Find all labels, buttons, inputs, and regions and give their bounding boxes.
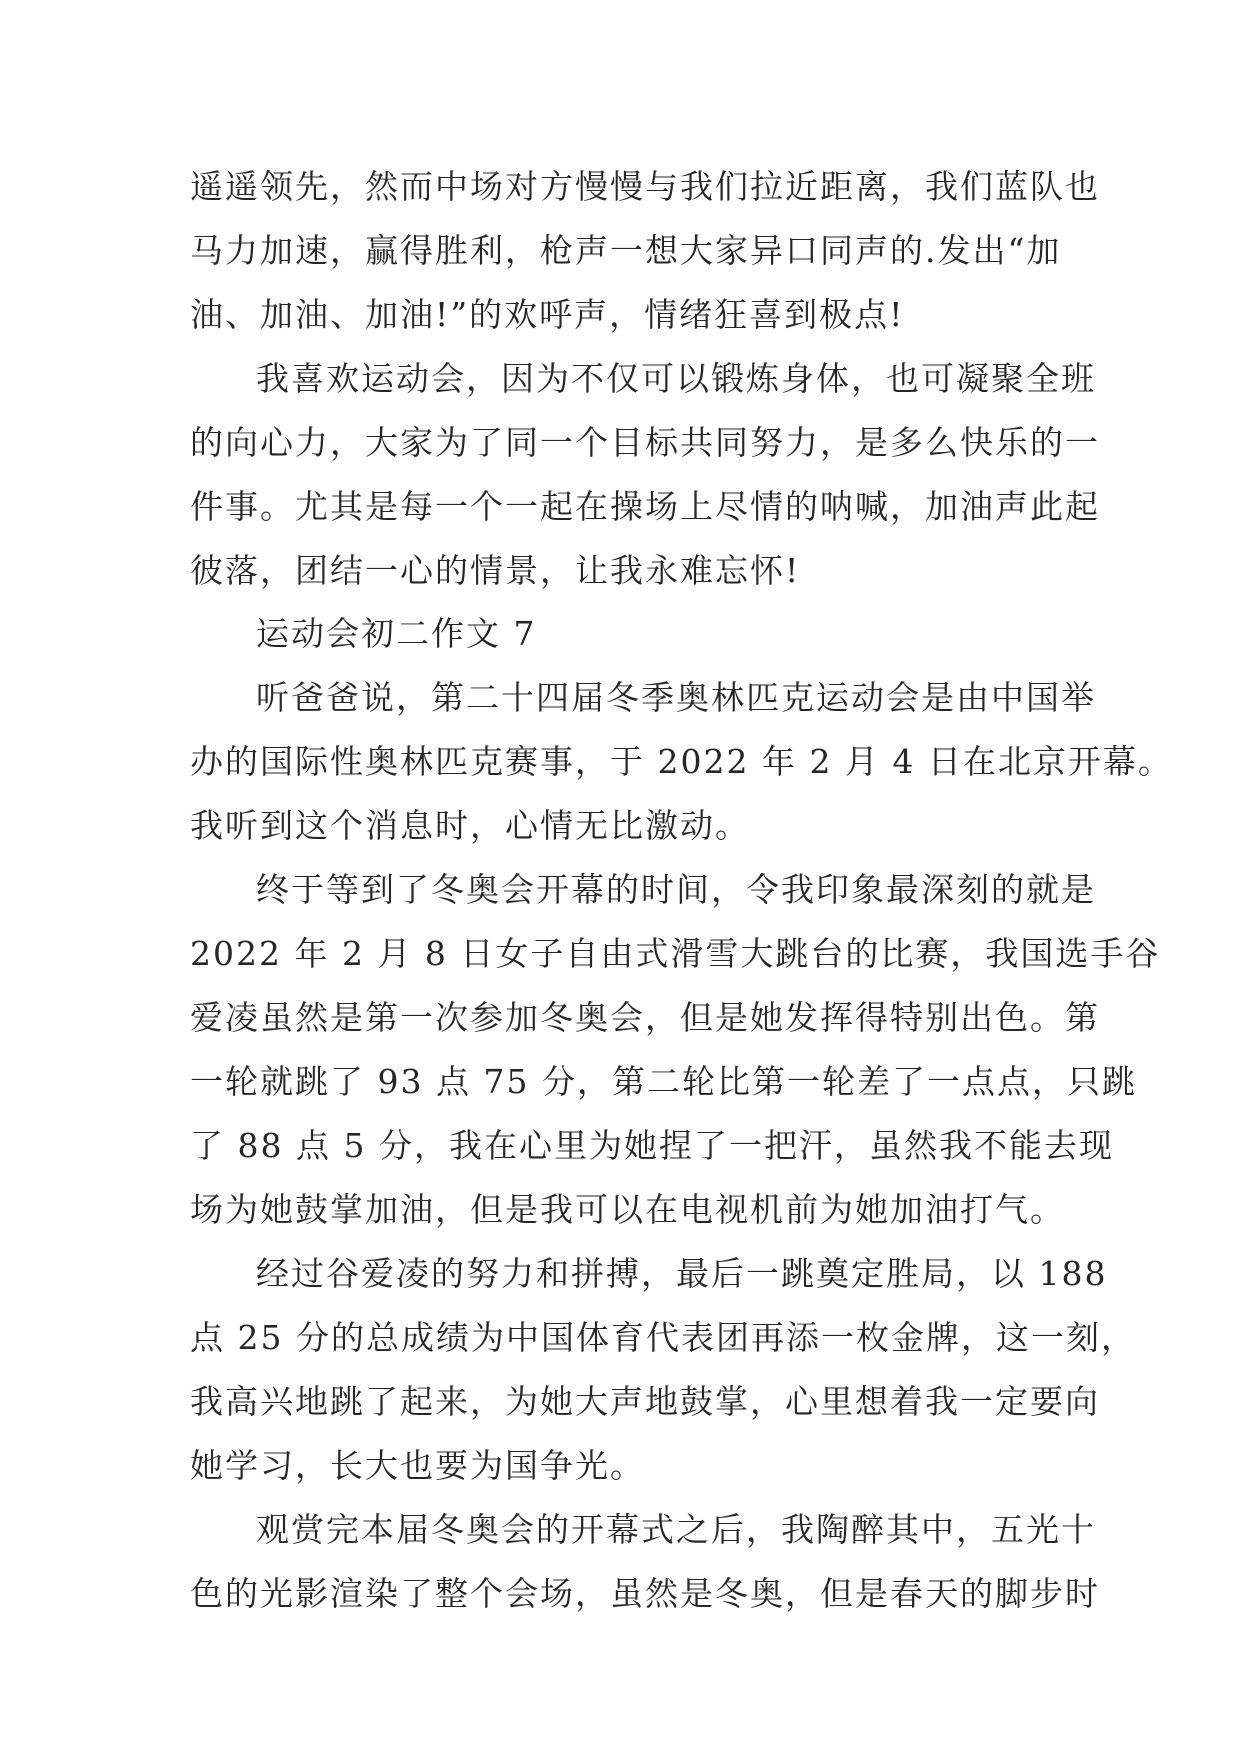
paragraph-line: 听爸爸说，第二十四届冬季奥林匹克运动会是由中国举 xyxy=(256,678,1096,717)
paragraph-line: 色的光影渲染了整个会场，虽然是冬奥，但是春天的脚步时 xyxy=(190,1574,1100,1613)
paragraph-line: 2022 年 2 月 8 日女子自由式滑雪大跳台的比赛，我国选手谷 xyxy=(190,934,1161,973)
paragraph-line: 油、加油、加油!”的欢呼声，情绪狂喜到极点! xyxy=(190,295,905,334)
paragraph-line: 她学习，长大也要为国争光。 xyxy=(190,1446,645,1485)
paragraph-line: 一轮就跳了 93 点 75 分，第二轮比第一轮差了一点点，只跳 xyxy=(190,1062,1137,1101)
section-title: 运动会初二作文 7 xyxy=(256,614,537,653)
paragraph-line: 点 25 分的总成绩为中国体育代表团再添一枚金牌，这一刻， xyxy=(190,1318,1136,1357)
paragraph-line: 了 88 点 5 分，我在心里为她捏了一把汗，虽然我不能去现 xyxy=(190,1126,1114,1165)
text-block-essay-7 xyxy=(190,602,1173,1626)
paragraph-line: 爱凌虽然是第一次参加冬奥会，但是她发挥得特别出色。第 xyxy=(190,998,1100,1037)
paragraph-line: 遥遥领先，然而中场对方慢慢与我们拉近距离，我们蓝队也 xyxy=(190,167,1100,206)
paragraph-line: 经过谷爱凌的努力和拼搏，最后一跳奠定胜局，以 188 xyxy=(256,1254,1108,1293)
paragraph-line: 件事。尤其是每一个一起在操场上尽情的呐喊，加油声此起 xyxy=(190,487,1100,526)
paragraph-line: 我喜欢运动会，因为不仅可以锻炼身体，也可凝聚全班 xyxy=(256,359,1096,398)
paragraph-line: 我听到这个消息时，心情无比激动。 xyxy=(190,806,750,845)
paragraph-line: 办的国际性奥林匹克赛事，于 2022 年 2 月 4 日在北京开幕。 xyxy=(190,742,1173,781)
paragraph-line: 我高兴地跳了起来，为她大声地鼓掌，心里想着我一定要向 xyxy=(190,1382,1100,1421)
paragraph-line: 彼落，团结一心的情景，让我永难忘怀! xyxy=(190,551,801,590)
paragraph-line: 马力加速，赢得胜利，枪声一想大家异口同声的.发出“加 xyxy=(190,231,1062,270)
paragraph-line: 观赏完本届冬奥会的开幕式之后，我陶醉其中，五光十 xyxy=(256,1510,1096,1549)
text-block-continuation xyxy=(190,155,1100,603)
paragraph-line: 终于等到了冬奥会开幕的时间，令我印象最深刻的就是 xyxy=(256,870,1096,909)
paragraph-line: 场为她鼓掌加油，但是我可以在电视机前为她加油打气。 xyxy=(190,1190,1065,1229)
paragraph-line: 的向心力，大家为了同一个目标共同努力，是多么快乐的一 xyxy=(190,423,1100,462)
